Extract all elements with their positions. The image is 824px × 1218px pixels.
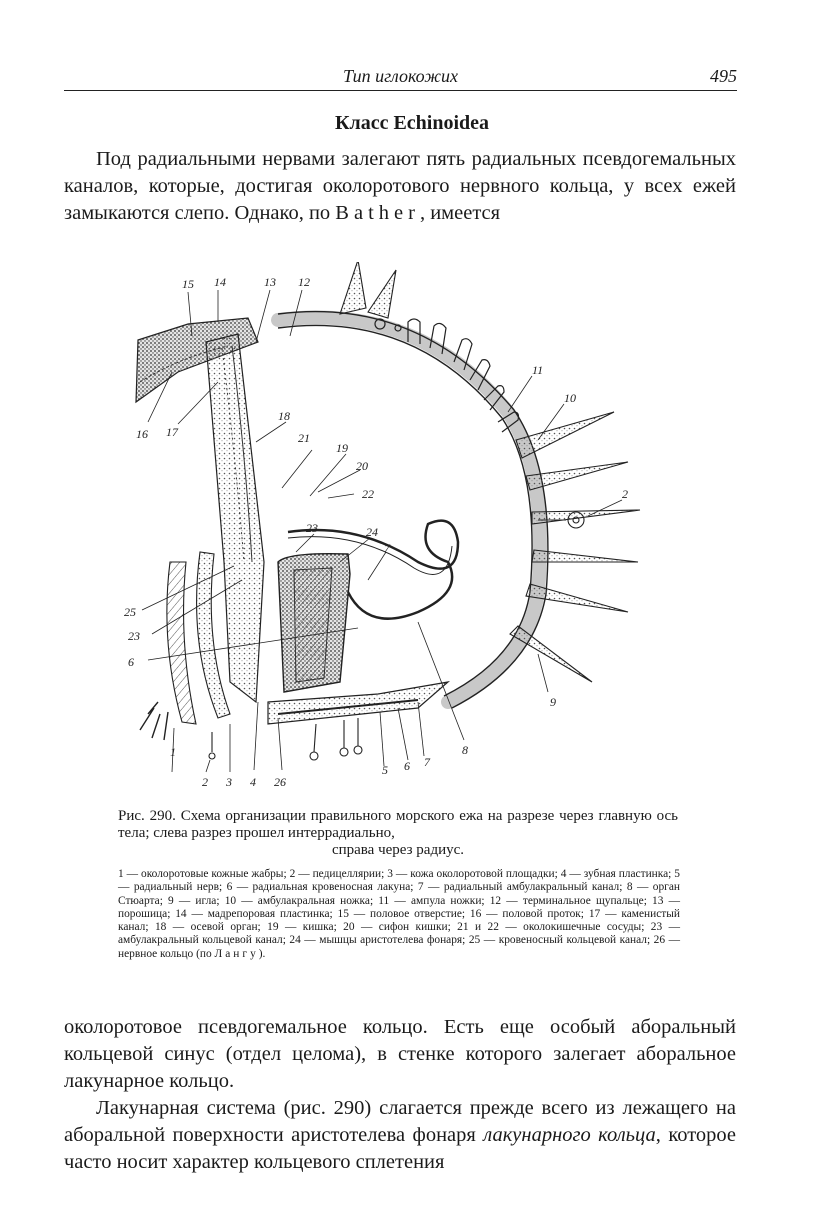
- label-3: 3: [226, 775, 232, 789]
- running-head: [64, 64, 737, 91]
- label-10: 10: [564, 391, 576, 405]
- label-7-upper: 7: [384, 541, 390, 555]
- label-2: 2: [202, 775, 208, 789]
- paragraph-intro-end: , имеется: [419, 202, 501, 224]
- label-12: 12: [298, 275, 310, 289]
- label-1: 1: [170, 745, 176, 759]
- label-23: 23: [306, 521, 318, 535]
- paragraph-ring: [64, 1014, 736, 1095]
- label-9: 9: [550, 695, 556, 709]
- caption-line-2: справа через радиус.: [331, 842, 465, 858]
- label-25: 25: [124, 605, 136, 619]
- label-14: 14: [214, 275, 226, 289]
- label-8: 8: [462, 743, 468, 757]
- label-20: 20: [356, 459, 368, 473]
- label-15: 15: [182, 277, 194, 291]
- paragraph-lacunar-end: , которое часто носит характер кольцевого сплетения: [64, 1124, 737, 1173]
- label-26: 26: [274, 775, 286, 789]
- label-6: 6: [404, 759, 410, 773]
- label-16: 16: [136, 427, 148, 441]
- label-11: 11: [532, 363, 544, 377]
- figure-sea-urchin-section: [118, 262, 658, 800]
- label-24: 24: [366, 525, 378, 539]
- label-7: 7: [424, 755, 430, 769]
- label-13: 13: [264, 275, 276, 289]
- label-22: 22: [362, 487, 374, 501]
- label-4: 4: [250, 775, 256, 789]
- paragraph-lacunar-text: Лакунарная система (рис. 290) слагается прежде всего из лежащего на аборальной поверхности аристотелева фонаря: [64, 1097, 736, 1146]
- label-21: 21: [298, 431, 310, 445]
- paragraph-lacunar: [64, 1095, 736, 1176]
- label-6-left: 6: [128, 655, 134, 669]
- label-5: 5: [382, 763, 388, 777]
- page-number: 495: [710, 66, 737, 86]
- label-2-pedicellaria: 2: [622, 487, 628, 501]
- lacunar-ring-term: лакунарного кольца: [483, 1124, 656, 1146]
- paragraph-intro: [64, 146, 736, 227]
- label-18: 18: [278, 409, 290, 423]
- sea-urchin-diagram: [118, 262, 658, 800]
- legend-text: 1 — околоротовые кожные жабры; 2 — педицеллярии; 3 — кожа околоротовой площадки; 4 — зубная пластинка; 5 — радиальный нерв; 6 — радиальная кровеносная лакуна; 7 — радиальный амбулакральный канал; 8 — орган Стюарта; 9 — игла; 10 — амбулакральная ножка; 11 — ампула ножки; 12 — терминальное щупальце; 13 — порошица; 14 — мадрепоровая пластинка; 15 — половое отверстие; 16 — половой проток; 17 — каменистый канал; 18 — осевой орган; 19 — кишка; 20 — сифон кишки; 21 и 22 — околокишечные сосуды; 23 — амбулакральный кольцевой канал; 24 — мышцы аристотелева фонаря; 25 — кровеносный кольцевой канал; 26 — нервное кольцо (по: [118, 868, 680, 960]
- paragraph-intro-text: Под радиальными нервами залегают пять радиальных псевдогемальных каналов, которые, достигая околоротового нервного кольца, у всех ежей замыкаются слепо. Однако, по: [64, 148, 736, 224]
- figure-caption: [118, 808, 678, 859]
- figure-legend: [118, 868, 680, 961]
- label-17: 17: [166, 425, 178, 439]
- label-23-left: 23: [128, 629, 140, 643]
- caption-line-1: Рис. 290. Схема организации правильного морского ежа на разрезе через главную ось тела; слева разрез прошел интеррадиально,: [118, 808, 678, 841]
- section-title: Класс Echinoidea: [334, 112, 490, 134]
- legend-end: ).: [258, 947, 266, 960]
- running-title: Тип иглокожих: [343, 66, 458, 86]
- paragraph-ring-text: околоротовое псевдогемальное кольцо. Есть еще особый аборальный кольцевой синус (отдел целома), в стенке которого залегает аборальное лакунарное кольцо.: [64, 1016, 736, 1092]
- legend-author: Лангу: [214, 947, 259, 960]
- author-name: Bather: [335, 202, 420, 224]
- label-19: 19: [336, 441, 348, 455]
